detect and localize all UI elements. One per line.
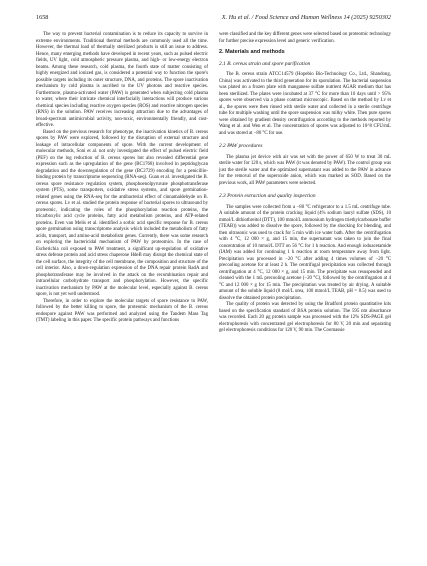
right-column — [219, 32, 391, 335]
body-paragraph: Therefore, in order to explore the molecular targets of spore resistance to PAW, followed by the better killing to spore, the proteomic mechanism of the B. cereus endospore against PAW was performed and analyzed using the Tandem Mass Tag (TMT) labeling in this paper. The specific protein pathways and functions — [36, 298, 208, 323]
body-paragraph: The quality of protein was detected by using the Bradford protein quantitative kits based on the specification standard of BSA protein solution. The 595 nm absorbance was recorded. Each 20 μg protein sample was processed with the 12% SDS-PAGE gel electrophoresis with concentrated gel electrophoresis for 80 V, 20 min and separating gel electrophoresis conditions for 120 V, 90 min. The Coomassie — [219, 302, 391, 333]
subsection-heading: 2.3 Protein extraction and quality inspection — [219, 193, 316, 199]
body-paragraph: The samples were collected from a −80 °C refrigerator to a 1.5 mL centrifuge tube. A suitable amount of the protein cracking liquid (4% sodium lauryl sulfate (SDS), 10 mmol/L dithiothreitol (DTT), 100 mmol/L ammonium hydrogen triethylcarbonate buffer (TEAB)) was added to dissolve the spore, followed by the shocking for blending, and then ultrasonic was used to crack for 5 min with ice water bath. After the centrifugation with 4 °C, 12 000 × g, and 15 min, the supernatant was taken to join the final concentration of 10 mmol/L DTT on 56 °C for 1 h reaction. And enough iodoacetamide (IAM) was added for continuing 1 h reaction at room temperature away from light. Precipitation was processed in −20 °C after adding 4 times volumes of −20 °C precooling acetone for at least 2 h. The centrifugal precipitation was collected through centrifugation at 4 °C, 12 000 × g, and 15 min. The precipitate was resuspended and cleaned with the 1 mL precooling acetone (−20 °C), followed by the centrifugation at 4 °C and 12 000 × g for 15 min. The precipitation was treated by air drying. A suitable amount of the soluble liquid (8 mol/L urea, 100 mmol/L TEAB, pH = 8.5) was used to dissolve the obtained protein precipitation. — [219, 204, 391, 301]
subsection-heading: 2.2 PAW procedures — [219, 143, 263, 149]
body-paragraph: The B. cereus strain ATCC14579 (Hopebio Bio-Technology Co., Ltd., Shandong, China) was activated to the third generation for its sporulation. The bacterial suspension was plated on a frozen plate with manganese sulfate nutrient AGAR medium that has been sterilized. The plates were incubated at 37 °C for more than 10 days until > 95% spores were observed via a phase contrast microscopic. Based on the method by Lv et al., the spores were then rinsed with sterile water and collected in a sterile centrifuge tube for multiple washing until the spore suspension was milky white. Then pure spores were obtained by gradient density centrifugation according to the methods reported by Wang et al. and Wen et al. The concentration of spores was adjusted to 10^8 CFU/mL and was stored at −80 °C for use. — [219, 72, 391, 136]
left-column — [36, 32, 208, 325]
section-heading: 2. Materials and methods — [219, 49, 285, 55]
body-paragraph: The way to prevent bacterial contamination is to reduce its capacity to survive in extreme environments. Traditional thermal methods are commonly used all the time. However, the thermal load of thermally sterilized products is still an issue to address. Hence, many emerging methods have developed in recent years, such as pulsed electric fields, UV light, cold atmospheric pressure plasma, and high- or low-energy electron beams. Among these research, cold plasma, the fourth state of matter consisting of highly energized and ionized gas, is considered a potential way to function the spore's possible targets including its outer structure, DNA, and proteins. The spore inactivation mechanism by cold plasma is ascribed to the UV photons and reactive species. Furthermore, plasma-activated water (PAW) is generated when subjecting cold plasma to water, where their intricate chemical interfacially interactions will produce various chemical species including reactive oxygen species (ROS) and reactive nitrogen species (RNS) in the solution. PAW receives increasing attraction due to the advantages of broad-spectrum antimicrobial activity, non-toxic, environmentally friendly, and cost-effective. — [36, 32, 208, 128]
body-paragraph: The plasma jet device with air was set with the power of 650 W to treat 30 mL sterile water for 120 s, which was PAW (it was denoted by PAW). The control group was just the sterile water and the optimized supernatant was added to the PAW in advance for the removal of the superoxide anion, which was marked as SOD. Based on the previous work, all PAW parameters were selected. — [219, 154, 391, 186]
page-number: 1658 — [36, 14, 49, 21]
body-paragraph: were classified and the key different genes were selected based on proteomic technology for further precise expression level and generic verification. — [219, 32, 391, 44]
running-header — [36, 14, 391, 24]
journal-citation: X. Hu et al. / Food Science and Human Wellness 14 (2025) 9250302 — [221, 14, 391, 21]
body-paragraph: Based on the previous research for phenotype, the inactivation kinetics of B. cereus spores by PAW were explored, followed by the disruption of external structure and leakage of intracellular components of spore. With the current development of molecular methods, Soni et al. not only investigated the effect of pulsed electric field (PEF) on the log reduction of B. cereus spores but also revealed differential gene expression such as the upregulation of the gene (BC1768) involved in peptidoglycan degradation and the downregulation of the gene (BC2729) encoding for a penicillin-binding protein by transcriptome sequencing (RNA-seq). Guan et al. investigated the B. cereus spore resistance regulation system, phosphoenolpyruvate phosphotransferase system (PTS), some transporters, oxidative stress systems, and spore germination-related genes using the RNA-seq for the antibacterial effect of cinnamaldehyde on B. cereus spores. Lv et al. studied the protein response of bacterial spores to ultrasound by proteomic, indicating the roles of the phosphorylation reaction proteins, the tricarboxylic acid cycle proteins, fatty acid metabolism proteins, and ATP-related proteins. Even van Melis et al. identified a sorbic acid specific response for B. cereus spore germination using transcriptome analysis which included the metabolism of fatty acids, transport, and amino-acid metabolism genes. Currently, there was some research on exploring the bactericidal mechanism of PAW by proteomics. In the case of Escherichia coli exposed to PAW treatment, a significant up-regulation of oxidative stress defense protein and acid stress chaperone HdeB may disrupt the chemical state of the cell surface, the integrity of the cell membrane, the composition and structure of the cell interior. Also, a down-regulation expression of the DNA repair protein RadA and phosphotransferase may be involved in the attack on the recombination repair and intracellular carbohydrate transport and phosphorylation. However, the specific inactivation mechanism by PAW at the molecular level, especially against B. cereus spore, is not yet well understood. — [36, 129, 208, 297]
subsection-heading: 2.1 B. cereus strain and spore purification — [219, 60, 311, 67]
